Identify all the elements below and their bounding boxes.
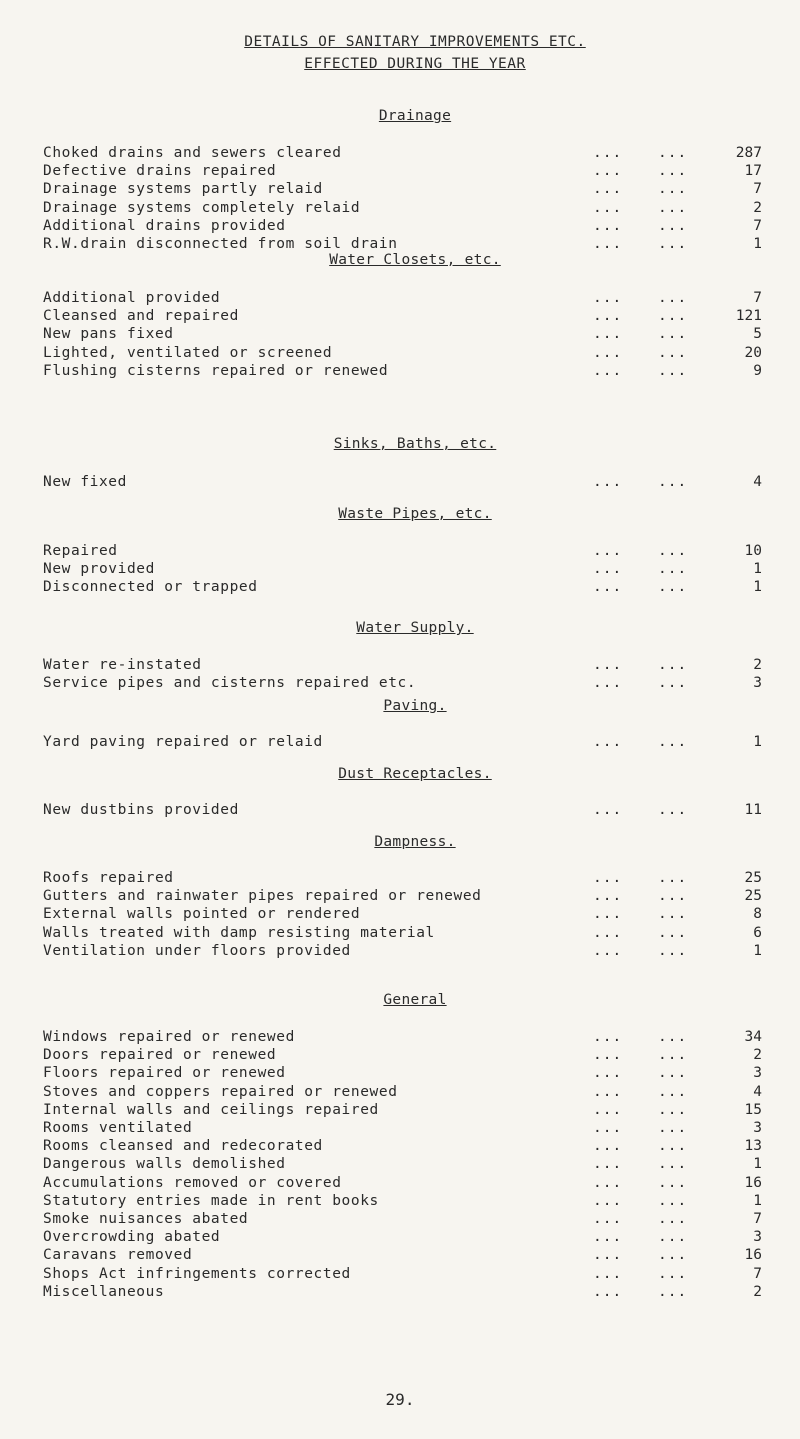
item-label: Gutters and rainwater pipes repaired or renewed <box>43 888 482 905</box>
item-label: Drainage systems completely relaid <box>43 199 361 216</box>
item-value: 1 <box>753 561 762 578</box>
item-label: Flushing cisterns repaired or renewed <box>43 362 389 379</box>
item-value: 2 <box>753 199 762 216</box>
dot-leader: ... <box>593 344 623 361</box>
dot-leader: ... <box>658 942 688 959</box>
item-label: New provided <box>43 561 155 578</box>
dot-leader: ... <box>593 802 623 818</box>
item-value: 1 <box>753 942 762 959</box>
item-value: 3 <box>753 1229 762 1246</box>
item-label: Caravans removed <box>43 1247 193 1264</box>
item-label: Rooms ventilated <box>43 1120 193 1136</box>
item-value: 9 <box>753 362 762 379</box>
dot-leader: ... <box>658 236 688 252</box>
dot-leader: ... <box>658 924 688 941</box>
section-heading: Drainage <box>378 108 452 124</box>
section-heading: General <box>383 992 447 1008</box>
dot-leader: ... <box>593 1192 623 1209</box>
document-title: DETAILS OF SANITARY IMPROVEMENTS ETC. <box>244 34 586 50</box>
dot-leader: ... <box>658 1047 688 1064</box>
table-row <box>0 326 800 344</box>
item-value: 8 <box>753 906 762 923</box>
item-value: 1 <box>753 734 762 750</box>
table-row <box>0 1138 800 1156</box>
dot-leader: ... <box>658 181 688 198</box>
dot-leader: ... <box>593 308 623 325</box>
dot-leader: ... <box>593 1229 623 1246</box>
dot-leader: ... <box>658 675 688 692</box>
item-label: Yard paving repaired or relaid <box>43 734 323 750</box>
dot-leader: ... <box>593 579 623 596</box>
table-row <box>0 218 800 236</box>
item-label: R.W.drain disconnected from soil drain <box>43 236 398 252</box>
item-label: Shops Act infringements corrected <box>43 1265 351 1282</box>
dot-leader: ... <box>593 1265 623 1282</box>
dot-leader: ... <box>658 802 688 818</box>
item-value: 2 <box>753 1283 762 1300</box>
section-heading: Dampness. <box>374 834 456 850</box>
table-row <box>0 543 800 561</box>
table-row <box>0 657 800 675</box>
table-row <box>0 1102 800 1120</box>
dot-leader: ... <box>658 163 688 180</box>
section-heading: Water Supply. <box>356 620 474 636</box>
table-row <box>0 1229 800 1247</box>
table-row <box>0 1084 800 1102</box>
item-value: 6 <box>753 924 762 941</box>
dot-leader: ... <box>658 1138 688 1155</box>
item-value: 287 <box>735 145 762 161</box>
dot-leader: ... <box>658 1192 688 1209</box>
item-value: 25 <box>744 870 762 886</box>
dot-leader: ... <box>658 290 688 306</box>
dot-leader: ... <box>593 1120 623 1136</box>
table-row <box>0 163 800 181</box>
table-row <box>0 925 800 943</box>
item-label: Choked drains and sewers cleared <box>43 145 342 161</box>
table-row <box>0 345 800 363</box>
item-value: 11 <box>744 802 762 818</box>
dot-leader: ... <box>658 870 688 886</box>
item-value: 7 <box>753 1211 762 1227</box>
dot-leader: ... <box>593 1138 623 1155</box>
table-row <box>0 474 800 492</box>
dot-leader: ... <box>658 906 688 923</box>
table-row <box>0 561 800 579</box>
item-label: Statutory entries made in rent books <box>43 1192 379 1209</box>
table-row <box>0 1029 800 1047</box>
item-label: Cleansed and repaired <box>43 308 239 325</box>
dot-leader: ... <box>593 1247 623 1264</box>
dot-leader: ... <box>593 290 623 306</box>
item-value: 17 <box>744 163 762 180</box>
table-row <box>0 181 800 199</box>
dot-leader: ... <box>593 734 623 750</box>
item-label: New dustbins provided <box>43 802 239 818</box>
item-value: 7 <box>753 1265 762 1282</box>
dot-leader: ... <box>658 888 688 905</box>
dot-leader: ... <box>593 675 623 692</box>
item-label: Service pipes and cisterns repaired etc. <box>43 675 417 692</box>
item-value: 3 <box>753 1120 762 1136</box>
item-label: Additional provided <box>43 290 221 306</box>
item-label: Disconnected or trapped <box>43 579 258 596</box>
dot-leader: ... <box>658 1211 688 1227</box>
dot-leader: ... <box>658 1265 688 1282</box>
item-value: 5 <box>753 326 762 343</box>
item-value: 7 <box>753 181 762 198</box>
item-label: Repaired <box>43 543 118 559</box>
dot-leader: ... <box>658 145 688 161</box>
dot-leader: ... <box>658 474 688 490</box>
dot-leader: ... <box>658 657 688 673</box>
table-row <box>0 1193 800 1211</box>
dot-leader: ... <box>593 326 623 343</box>
item-label: New fixed <box>43 474 127 490</box>
item-label: Lighted, ventilated or screened <box>43 344 333 361</box>
table-row <box>0 308 800 326</box>
page-number: 29. <box>385 1390 415 1409</box>
table-row <box>0 1175 800 1193</box>
dot-leader: ... <box>658 1065 688 1082</box>
item-value: 13 <box>744 1138 762 1155</box>
dot-leader: ... <box>593 145 623 161</box>
dot-leader: ... <box>593 1047 623 1064</box>
dot-leader: ... <box>658 199 688 216</box>
dot-leader: ... <box>593 1156 623 1173</box>
table-row <box>0 1284 800 1302</box>
table-row <box>0 888 800 906</box>
item-label: Defective drains repaired <box>43 163 277 180</box>
item-value: 1 <box>753 1156 762 1173</box>
dot-leader: ... <box>593 236 623 252</box>
dot-leader: ... <box>593 217 623 234</box>
dot-leader: ... <box>658 1229 688 1246</box>
dot-leader: ... <box>593 199 623 216</box>
item-value: 4 <box>753 474 762 490</box>
table-row <box>0 579 800 597</box>
section-heading: Water Closets, etc. <box>329 252 501 268</box>
table-row <box>0 870 800 888</box>
dot-leader: ... <box>593 1283 623 1300</box>
dot-leader: ... <box>658 344 688 361</box>
dot-leader: ... <box>593 888 623 905</box>
table-row <box>0 1211 800 1229</box>
dot-leader: ... <box>593 1174 623 1191</box>
table-row <box>0 1266 800 1284</box>
item-label: Doors repaired or renewed <box>43 1047 277 1064</box>
dot-leader: ... <box>658 579 688 596</box>
dot-leader: ... <box>658 1120 688 1136</box>
dot-leader: ... <box>593 657 623 673</box>
item-label: Water re-instated <box>43 657 202 673</box>
item-value: 1 <box>753 579 762 596</box>
dot-leader: ... <box>658 1156 688 1173</box>
item-value: 34 <box>744 1029 762 1045</box>
dot-leader: ... <box>593 1101 623 1118</box>
document-subtitle: EFFECTED DURING THE YEAR <box>304 56 526 72</box>
table-row <box>0 906 800 924</box>
dot-leader: ... <box>658 217 688 234</box>
section-heading: Sinks, Baths, etc. <box>333 436 497 452</box>
dot-leader: ... <box>593 870 623 886</box>
dot-leader: ... <box>593 181 623 198</box>
table-row <box>0 734 800 752</box>
item-label: Miscellaneous <box>43 1283 165 1300</box>
item-value: 1 <box>753 236 762 252</box>
dot-leader: ... <box>593 942 623 959</box>
table-row <box>0 675 800 693</box>
item-value: 25 <box>744 888 762 905</box>
item-label: External walls pointed or rendered <box>43 906 361 923</box>
item-value: 7 <box>753 290 762 306</box>
item-label: Rooms cleansed and redecorated <box>43 1138 323 1155</box>
item-label: New pans fixed <box>43 326 174 343</box>
item-value: 15 <box>744 1101 762 1118</box>
item-label: Overcrowding abated <box>43 1229 221 1246</box>
dot-leader: ... <box>658 543 688 559</box>
item-value: 4 <box>753 1083 762 1100</box>
item-label: Drainage systems partly relaid <box>43 181 323 198</box>
table-row <box>0 1065 800 1083</box>
item-label: Additional drains provided <box>43 217 286 234</box>
item-label: Stoves and coppers repaired or renewed <box>43 1083 398 1100</box>
item-value: 2 <box>753 657 762 673</box>
table-row <box>0 1047 800 1065</box>
section-heading: Dust Receptacles. <box>338 766 492 782</box>
item-value: 3 <box>753 1065 762 1082</box>
table-row <box>0 1156 800 1174</box>
dot-leader: ... <box>593 1083 623 1100</box>
table-row <box>0 943 800 961</box>
item-label: Floors repaired or renewed <box>43 1065 286 1082</box>
dot-leader: ... <box>593 362 623 379</box>
item-value: 16 <box>744 1174 762 1191</box>
dot-leader: ... <box>593 924 623 941</box>
item-label: Accumulations removed or covered <box>43 1174 342 1191</box>
section-heading: Paving. <box>383 698 447 714</box>
item-value: 16 <box>744 1247 762 1264</box>
dot-leader: ... <box>593 543 623 559</box>
dot-leader: ... <box>593 561 623 578</box>
table-row <box>0 802 800 820</box>
table-row <box>0 200 800 218</box>
item-label: Internal walls and ceilings repaired <box>43 1101 379 1118</box>
dot-leader: ... <box>658 561 688 578</box>
dot-leader: ... <box>593 906 623 923</box>
dot-leader: ... <box>593 163 623 180</box>
dot-leader: ... <box>593 1029 623 1045</box>
table-row <box>0 145 800 163</box>
table-row <box>0 1247 800 1265</box>
item-label: Ventilation under floors provided <box>43 942 351 959</box>
table-row <box>0 1120 800 1138</box>
dot-leader: ... <box>658 1283 688 1300</box>
section-heading: Waste Pipes, etc. <box>338 506 492 522</box>
dot-leader: ... <box>658 362 688 379</box>
item-value: 121 <box>735 308 762 325</box>
item-value: 7 <box>753 217 762 234</box>
item-value: 10 <box>744 543 762 559</box>
item-value: 3 <box>753 675 762 692</box>
item-label: Windows repaired or renewed <box>43 1029 295 1045</box>
table-row <box>0 290 800 308</box>
dot-leader: ... <box>658 1029 688 1045</box>
dot-leader: ... <box>658 1247 688 1264</box>
item-label: Walls treated with damp resisting material <box>43 924 435 941</box>
item-label: Roofs repaired <box>43 870 174 886</box>
table-row <box>0 363 800 381</box>
dot-leader: ... <box>658 734 688 750</box>
item-value: 1 <box>753 1192 762 1209</box>
item-label: Dangerous walls demolished <box>43 1156 286 1173</box>
dot-leader: ... <box>658 1101 688 1118</box>
dot-leader: ... <box>593 474 623 490</box>
dot-leader: ... <box>658 1174 688 1191</box>
dot-leader: ... <box>658 1083 688 1100</box>
item-label: Smoke nuisances abated <box>43 1211 249 1227</box>
dot-leader: ... <box>658 326 688 343</box>
dot-leader: ... <box>658 308 688 325</box>
item-value: 20 <box>744 344 762 361</box>
item-value: 2 <box>753 1047 762 1064</box>
dot-leader: ... <box>593 1211 623 1227</box>
dot-leader: ... <box>593 1065 623 1082</box>
